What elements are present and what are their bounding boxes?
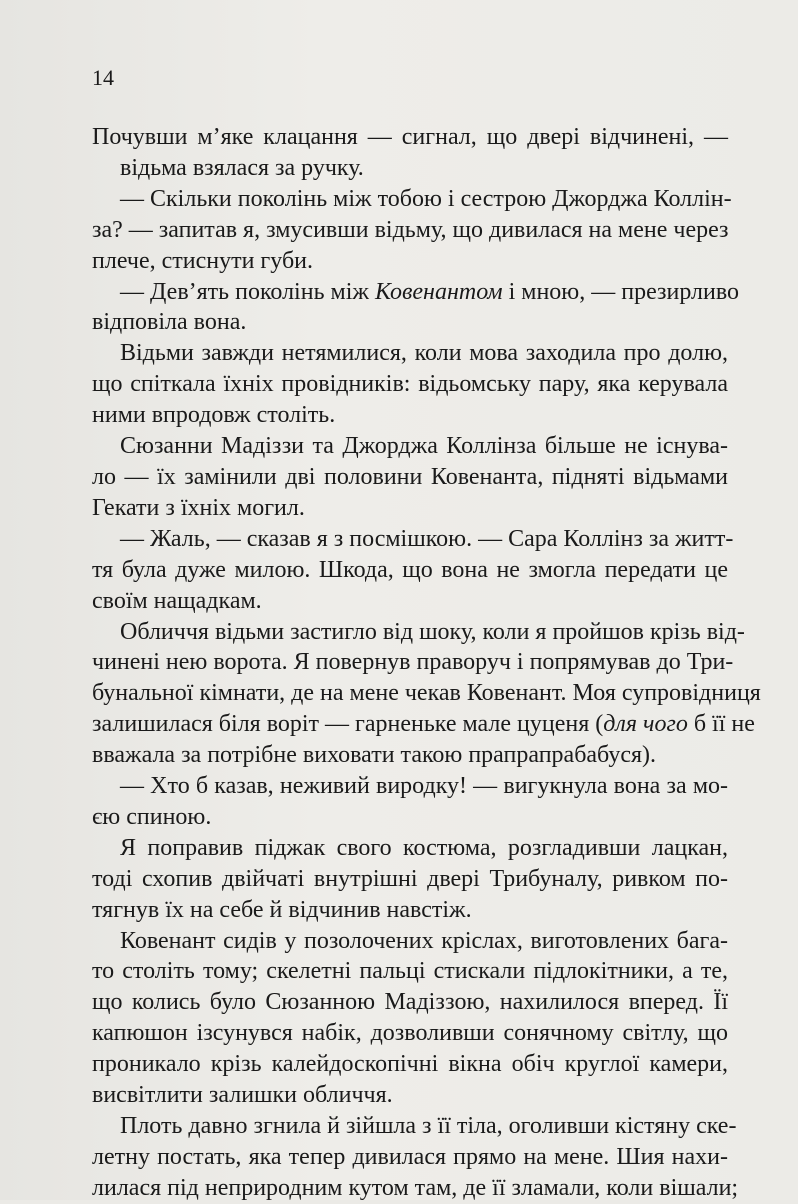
text-line: ними впродовж століть. [92,402,336,429]
text-line: тя була дуже милою. Шкода, що вона не змогла передати це [92,556,728,583]
text-line: тоді схопив двійчаті внутрішні двері Трибуналу, ривком по- [92,865,728,892]
text-line: капюшон ізсунувся набік, дозволивши сонячному світлу, що [92,1020,728,1047]
italic-text: для чого [603,711,688,738]
text-line: летну постать, яка тепер дивилася прямо на мене. Шия нахи- [92,1143,728,1170]
text-line: Я поправив піджак свого костюма, розгладивши лацкан, [120,834,728,861]
text-line: ло — їх замінили дві половини Ковенанта, підняті відьмами [92,463,728,490]
text-line: своїм нащадкам. [92,587,262,614]
text-line [92,678,761,709]
text-line: Плоть давно згнила й зійшла з її тіла, оголивши кістяну ске- [120,1113,737,1139]
text-run: залишилася біля воріт — гарненьке мале цуценя ( [92,711,604,738]
text-line: Почувши м’яке клацання — сигнал, що двері відчинені, — [92,124,728,150]
text-run: чинені нею ворота. Я повернув праворуч і попрямував до Три- [92,649,734,676]
text-run: Обличчя відьми застигло від шоку, коли я пройшов крізь від- [120,618,745,645]
text-line: — Хто б казав, неживий виродку! — вигукнула вона за мо- [120,773,728,800]
text-line: Ковенант сидів у позолочених кріслах, виготовлених бага- [120,927,728,954]
text-line [92,277,740,308]
text-line [92,709,755,740]
text-line: — Скільки поколінь між тобою і сестрою Джорджа Коллін- [120,185,732,212]
page-number: 14 [92,65,114,90]
text-line: відьма взялася за ручку. [120,154,364,181]
text-line: Гекати з їхніх могил. [92,494,305,521]
text-line: що спіткала їхніх провідників: відьомську пару, яка керувала [92,371,728,398]
text-line: висвітлити залишки обличчя. [92,1082,393,1109]
text-line: то століть тому; скелетні пальці стискали підлокітники, а те, [92,958,728,985]
text-line [92,617,745,648]
text-run: відповіла вона. [92,309,247,336]
text-line: Сюзанни Мадіззи та Джорджа Коллінза більше не існува- [120,433,728,460]
text-line: проникало крізь калейдоскопічні вікна обіч круглої камери, [92,1051,728,1078]
text-line: плече, стиснути губи. [92,247,313,274]
body-text [92,122,761,1204]
text-run: і мною, — презирливо [502,278,740,305]
text-line: Відьми завжди нетямилися, коли мова заходила про долю, [120,340,728,367]
text-line: тягнув їх на себе й відчинив навстіж. [92,896,472,923]
text-line: що колись було Сюзанною Мадіззою, нахилилося вперед. Її [92,989,728,1016]
text-line [92,740,728,771]
text-line: за? — запитав я, змусивши відьму, що дивилася на мене через [92,216,729,243]
text-run: бунальної кімнати, де на мене чекав Ковенант. Моя супровідниця [92,680,761,707]
text-line [92,647,734,678]
text-run: вважала за потрібне виховати такою прапрапрабабуся). [92,742,657,769]
text-run: б її не [687,711,755,738]
text-run: — Дев’ять поколінь між [120,278,375,305]
text-line: єю спиною. [92,803,212,830]
text-line [92,307,728,338]
text-line: — Жаль, — сказав я з посмішкою. — Сара Коллінз за житт- [120,525,734,552]
italic-text: Ковенантом [374,278,503,305]
text-line: лилася під неприродним кутом там, де її зламали, коли вішали; [92,1174,739,1201]
